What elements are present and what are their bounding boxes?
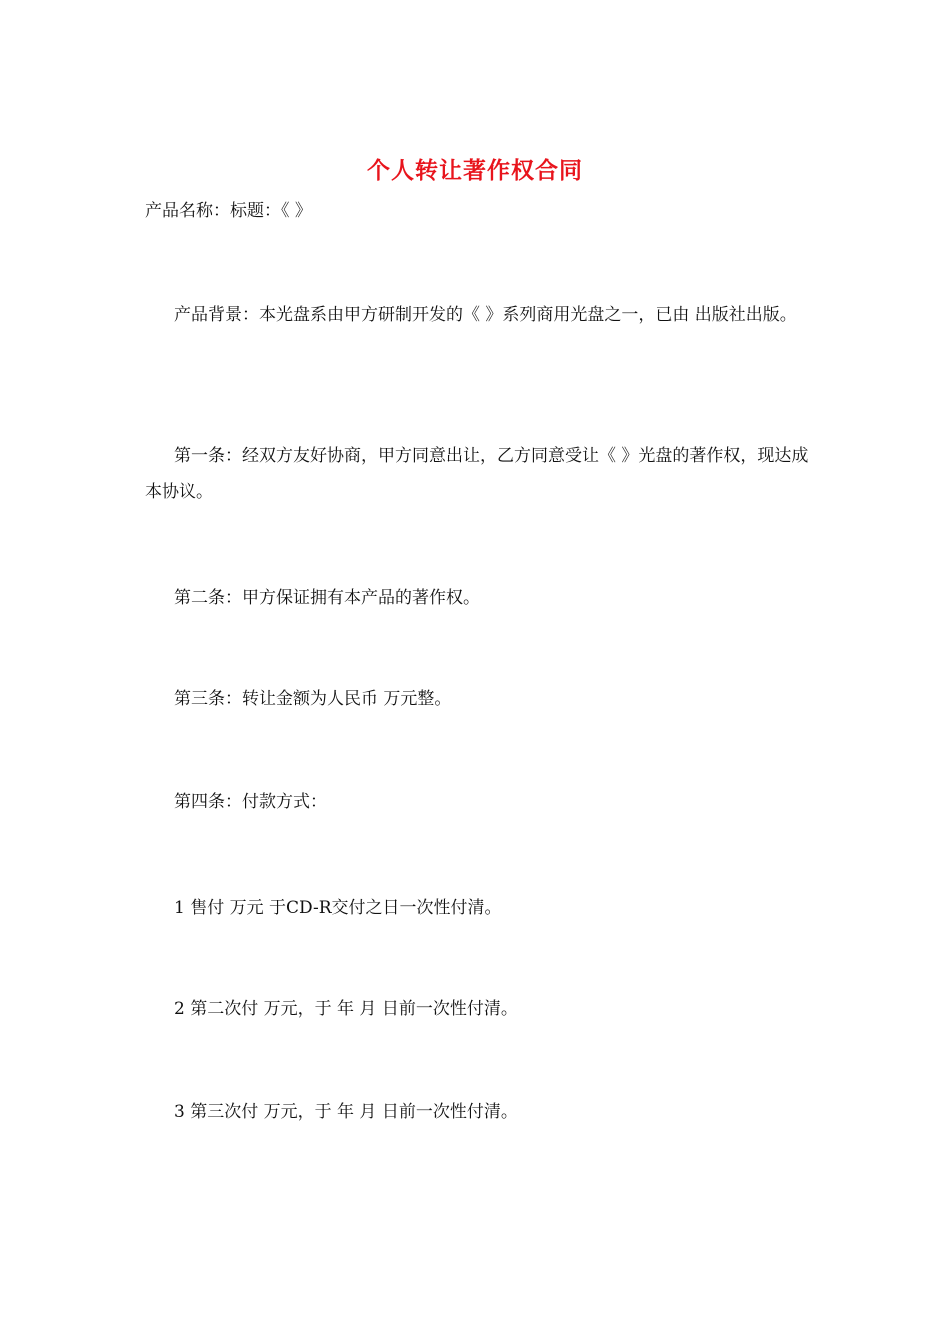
- article-3-paragraph: 第三条：转让金额为人民币 万元整。: [174, 689, 452, 709]
- product-background-paragraph: 产品背景：本光盘系由甲方研制开发的《 》系列商用光盘之一，已由 出版社出版。: [174, 305, 797, 325]
- contract-title: 个人转让著作权合同: [367, 158, 583, 184]
- payment-item-3: 3 第三次付 万元，于 年 月 日前一次性付清。: [174, 1102, 518, 1122]
- payment-item-2: 2 第二次付 万元，于 年 月 日前一次性付清。: [174, 999, 518, 1019]
- article-4-paragraph: 第四条：付款方式：: [174, 792, 327, 812]
- product-name-line: 产品名称：标题：《 》: [145, 201, 312, 221]
- article-1-paragraph: 第一条：经双方友好协商，甲方同意出让，乙方同意受让《 》光盘的著作权，现达成本协议。: [145, 446, 809, 502]
- payment-item-1: 1 售付 万元 于CD-R交付之日一次性付清。: [174, 898, 502, 918]
- article-2-paragraph: 第二条：甲方保证拥有本产品的著作权。: [174, 588, 480, 608]
